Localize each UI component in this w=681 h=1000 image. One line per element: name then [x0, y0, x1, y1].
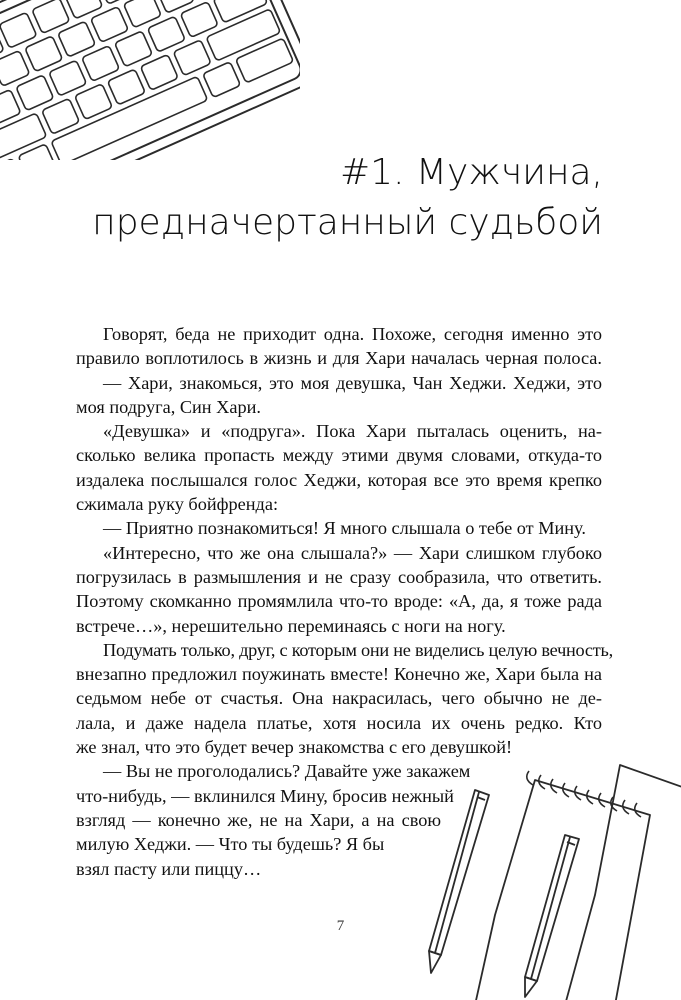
keyboard-illustration: [0, 0, 300, 160]
text-line: взгляд — конечно же, не на Хари, а на свою: [76, 809, 441, 830]
text-line: — Вы не проголодались? Давайте уже закажем: [103, 761, 471, 782]
page-number: 7: [336, 918, 345, 934]
text-line: «Интересно, что же она слышала?» — Хари слишком глубоко: [103, 542, 602, 563]
text-line: — Приятно познакомиться! Я много слышала о тебе от Мину.: [103, 518, 586, 539]
text-line: милую Хеджи. — Что ты будешь? Я бы: [76, 834, 385, 855]
text-line: сжимала руку бойфренда:: [76, 494, 279, 515]
text-line: Поэтому скомканно промямлила что-то вроде: «А, да, я тоже рада: [76, 591, 602, 612]
text-line: что-нибудь, — вклинился Мину, бросив нежный: [76, 785, 454, 806]
text-line: правило воплотилось в жизнь и для Хари началась черная полоса.: [76, 348, 602, 369]
text-line: «Девушка» и «подруга». Пока Хари пыталась оценить, на-: [103, 421, 602, 442]
text-line: Говорят, беда не приходит одна. Похоже, сегодня именно это: [103, 324, 602, 344]
text-line: издалека послышался голос Хеджи, которая все это время крепко: [76, 469, 602, 490]
text-line: взял пасту или пиццу…: [76, 858, 262, 879]
text-line: лала, и даже надела платье, хотя носила их очень редко. Кто: [76, 712, 602, 733]
chapter-title-line-2: предначертанный судьбой: [92, 202, 603, 243]
text-line: седьмом небе от счастья. Она накрасилась, чего обычно не де-: [76, 688, 602, 709]
text-line: сколько велика пропасть между этими двумя словами, откуда-то: [76, 445, 602, 466]
notebook-pencils-illustration: [415, 745, 681, 1000]
text-line: внезапно предложил поужинать вместе! Конечно же, Хари была на: [76, 664, 602, 685]
text-line: погрузилась в размышления и не сразу сообразила, что ответить.: [76, 566, 602, 587]
chapter-title-line-1: #1. Мужчина,: [339, 152, 603, 193]
chapter-title: [92, 148, 603, 248]
text-line: моя подруга, Син Хари.: [76, 396, 261, 417]
text-line: Подумать только, друг, с которым они не виделись целую вечность,: [103, 639, 613, 660]
text-line: — Хари, знакомься, это моя девушка, Чан Хеджи. Хеджи, это: [103, 372, 602, 393]
text-line: же знал, что это будет вечер знакомства с его девушкой!: [76, 737, 513, 758]
text-line: встрече…», нерешительно переминаясь с ноги на ногу.: [76, 615, 506, 636]
